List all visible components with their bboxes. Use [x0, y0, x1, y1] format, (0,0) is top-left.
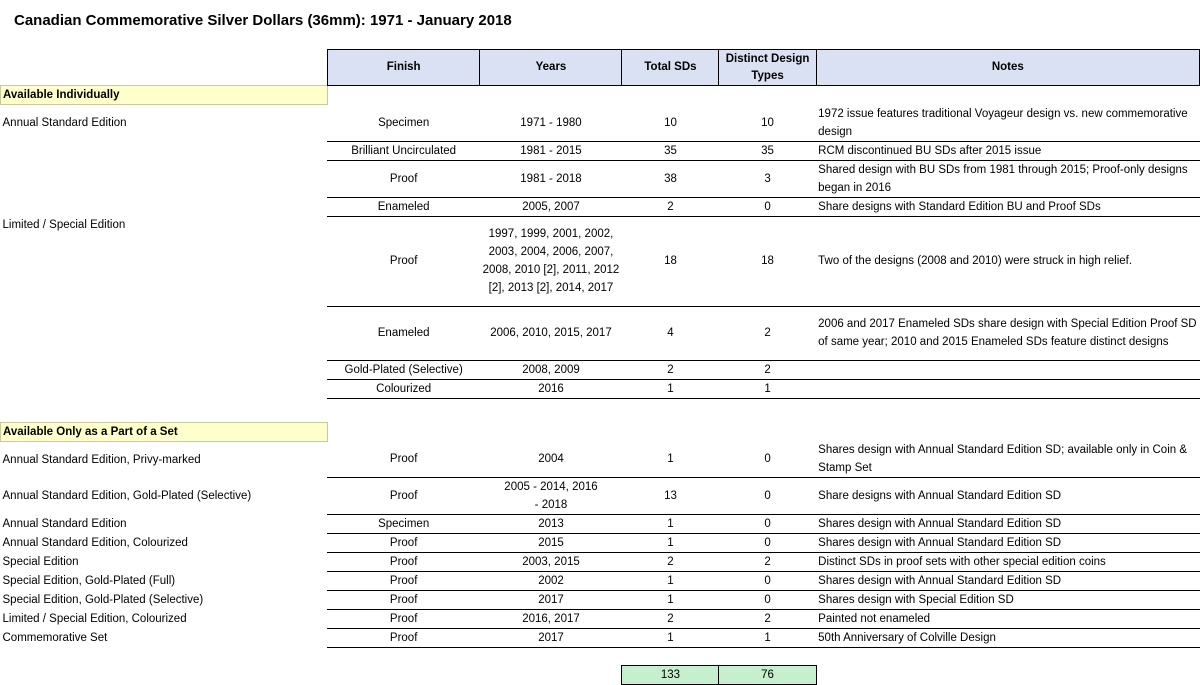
notes-cell[interactable] [816, 360, 1199, 379]
total-sds-cell[interactable]: 2 [622, 553, 719, 572]
empty-cell [480, 666, 622, 685]
total-sds-cell[interactable]: 1 [622, 534, 719, 553]
empty-cell [480, 86, 622, 105]
years-value: 2016 [538, 382, 564, 395]
empty-cell [327, 86, 480, 105]
header-spacer [1, 50, 328, 86]
years-value: 2003, 2015 [522, 556, 580, 568]
empty-cell [622, 398, 719, 422]
category-label [1, 141, 328, 160]
category-label: Annual Standard Edition [2, 117, 127, 129]
years-value: 2006, 2010, 2015, 2017 [490, 327, 612, 339]
notes-cell[interactable]: Shares design with Annual Standard Edition SD [816, 515, 1199, 534]
finish-cell[interactable]: Enameled [327, 197, 480, 216]
category-label [1, 306, 328, 360]
category-label: Special Edition, Gold-Plated (Selective) [2, 594, 204, 606]
distinct-design-types-cell[interactable]: 1 [719, 379, 816, 398]
years-cell[interactable] [480, 629, 622, 648]
years-value: 1981 - 2015 [520, 144, 582, 157]
table-row [1, 478, 1200, 515]
empty-cell [1, 398, 328, 422]
years-value: 2005 - 2014, 2016 - 2018 [504, 481, 598, 511]
finish-cell[interactable]: Gold-Plated (Selective) [327, 360, 480, 379]
distinct-design-types-cell[interactable]: 10 [719, 105, 816, 142]
empty-cell [327, 422, 480, 441]
table-row [1, 441, 1200, 478]
empty-cell [719, 398, 816, 422]
distinct-design-types-cell[interactable]: 0 [719, 572, 816, 591]
total-sds-cell[interactable]: 10 [622, 105, 719, 142]
empty-cell [480, 398, 622, 422]
notes-cell[interactable]: Shares design with Special Edition SD [816, 591, 1199, 610]
table-row [1, 379, 1200, 398]
category-label: Annual Standard Edition [2, 518, 127, 530]
category-label [1, 197, 328, 216]
distinct-design-types-cell[interactable]: 0 [719, 441, 816, 478]
finish-cell[interactable]: Proof [327, 441, 480, 478]
total-sds-header[interactable]: Total SDs [622, 50, 719, 86]
finish-cell[interactable]: Brilliant Uncirculated [327, 141, 480, 160]
years-cell[interactable] [480, 216, 622, 306]
empty-cell [816, 666, 1199, 685]
total-sds-cell[interactable]: 18 [622, 216, 719, 306]
empty-cell [1, 648, 328, 666]
distinct-design-types-cell[interactable]: 2 [719, 610, 816, 629]
category-label [1, 379, 328, 398]
category-label: Special Edition, Gold-Plated (Full) [2, 575, 176, 587]
empty-cell [622, 86, 719, 105]
distinct-design-types-cell[interactable]: 18 [719, 216, 816, 306]
category-label [1, 160, 328, 197]
category-label: Annual Standard Edition, Privy-marked [2, 453, 201, 466]
empty-cell [327, 666, 480, 685]
distinct-design-types-cell[interactable]: 0 [719, 515, 816, 534]
finish-cell[interactable]: Proof [327, 534, 480, 553]
distinct-design-types-cell[interactable]: 2 [719, 306, 816, 360]
blank-row [1, 648, 1200, 666]
years-value: 2017 [538, 594, 564, 606]
empty-cell [816, 648, 1199, 666]
empty-cell [719, 422, 816, 441]
table-row [1, 591, 1200, 610]
empty-cell [816, 86, 1199, 105]
finish-cell[interactable]: Proof [327, 553, 480, 572]
notes-cell[interactable]: Shared design with BU SDs from 1981 through 2015; Proof-only designs began in 2016 [816, 160, 1199, 197]
finish-header[interactable]: Finish [327, 50, 480, 86]
years-value: 2008, 2009 [522, 363, 580, 376]
notes-cell[interactable]: Shares design with Annual Standard Edition SD; available only in Coin & Stamp Set [816, 441, 1199, 478]
years-cell[interactable] [480, 160, 622, 197]
empty-cell [719, 86, 816, 105]
notes-cell[interactable]: RCM discontinued BU SDs after 2015 issue [816, 141, 1199, 160]
category-label: Annual Standard Edition, Gold-Plated (Selective) [2, 490, 252, 502]
finish-cell[interactable]: Proof [327, 629, 480, 648]
table-row [1, 197, 1200, 216]
years-value: 2015 [538, 537, 564, 549]
empty-cell [816, 422, 1199, 441]
total-sds-cell[interactable]: 1 [622, 629, 719, 648]
finish-cell[interactable]: Proof [327, 591, 480, 610]
distinct-design-types-cell[interactable]: 0 [719, 591, 816, 610]
category-label: Commemorative Set [2, 632, 108, 644]
finish-cell[interactable]: Enameled [327, 306, 480, 360]
total-sds-cell[interactable]: 2 [622, 197, 719, 216]
years-header[interactable]: Years [480, 50, 622, 86]
table-row [1, 360, 1200, 379]
years-value: 2002 [538, 575, 564, 587]
table-row [1, 515, 1200, 534]
distinct-design-types-cell[interactable]: 3 [719, 160, 816, 197]
years-cell[interactable] [480, 553, 622, 572]
totals-row [1, 666, 1200, 685]
total-sds-cell[interactable]: 1 [622, 441, 719, 478]
years-cell[interactable] [480, 478, 622, 515]
years-value: 2004 [538, 453, 564, 465]
total-sds-cell[interactable]: 1 [622, 572, 719, 591]
table-row [1, 306, 1200, 360]
notes-cell[interactable]: Share designs with Standard Edition BU and Proof SDs [816, 197, 1199, 216]
table-row [1, 534, 1200, 553]
finish-cell[interactable]: Proof [327, 160, 480, 197]
years-value: 2016, 2017 [522, 613, 580, 625]
category-label: Limited / Special Edition [2, 219, 126, 231]
total-sds-cell[interactable]: 1 [622, 591, 719, 610]
years-cell[interactable] [480, 105, 622, 142]
years-cell[interactable] [480, 572, 622, 591]
section-heading: Available Individually [1, 86, 328, 105]
total-sds-cell[interactable]: 4 [622, 306, 719, 360]
years-cell[interactable] [480, 360, 622, 379]
notes-cell[interactable]: Two of the designs (2008 and 2010) were struck in high relief. [816, 216, 1199, 306]
total-sds-cell[interactable]: 13 [622, 478, 719, 515]
years-value: 2005, 2007 [522, 200, 580, 213]
category-label [1, 360, 328, 379]
header-row [1, 50, 1200, 86]
notes-cell[interactable]: Distinct SDs in proof sets with other special edition coins [816, 553, 1199, 572]
table-row [1, 141, 1200, 160]
years-value: 2017 [538, 632, 564, 644]
notes-header[interactable]: Notes [816, 50, 1199, 86]
years-cell[interactable] [480, 610, 622, 629]
empty-cell [816, 398, 1199, 422]
years-cell[interactable] [480, 515, 622, 534]
notes-cell[interactable]: 2006 and 2017 Enameled SDs share design with Special Edition Proof SD of same year; 2010 and 2015 Enameled SDs feature distinct designs [816, 306, 1199, 360]
distinct-design-types-cell[interactable]: 35 [719, 141, 816, 160]
finish-cell[interactable]: Proof [327, 478, 480, 515]
finish-cell[interactable]: Proof [327, 216, 480, 306]
blank-row [1, 398, 1200, 422]
table-row [1, 216, 1200, 306]
section-heading: Available Only as a Part of a Set [1, 422, 328, 441]
empty-cell [1, 666, 328, 685]
years-cell[interactable] [480, 306, 622, 360]
empty-cell [480, 648, 622, 666]
distinct-design-types-cell[interactable]: 0 [719, 534, 816, 553]
notes-cell[interactable]: Shares design with Annual Standard Edition SD [816, 572, 1199, 591]
category-label: Annual Standard Edition, Colourized [2, 537, 188, 549]
total-sds-sum[interactable]: 133 [622, 666, 719, 685]
notes-cell[interactable]: Painted not enameled [816, 610, 1199, 629]
notes-cell[interactable]: Shares design with Annual Standard Edition SD [816, 534, 1199, 553]
total-sds-cell[interactable]: 35 [622, 141, 719, 160]
distinct-design-types-sum[interactable]: 76 [719, 666, 816, 685]
category-label: Limited / Special Edition, Colourized [2, 613, 187, 625]
distinct-design-types-cell[interactable]: 0 [719, 478, 816, 515]
years-cell[interactable] [480, 197, 622, 216]
notes-cell[interactable]: Share designs with Annual Standard Edition SD [816, 478, 1199, 515]
empty-cell [480, 422, 622, 441]
notes-cell[interactable] [816, 379, 1199, 398]
notes-cell[interactable]: 50th Anniversary of Colville Design [816, 629, 1199, 648]
total-sds-cell[interactable]: 1 [622, 379, 719, 398]
years-cell[interactable] [480, 441, 622, 478]
years-value: 1981 - 2018 [520, 172, 582, 185]
years-value: 1971 - 1980 [520, 116, 582, 129]
finish-cell[interactable]: Specimen [327, 105, 480, 142]
empty-cell [622, 648, 719, 666]
sheet-title: Canadian Commemorative Silver Dollars (36mm): 1971 - January 2018 [14, 12, 512, 29]
total-sds-cell[interactable]: 2 [622, 610, 719, 629]
finish-cell[interactable]: Proof [327, 572, 480, 591]
distinct-design-types-cell[interactable]: 2 [719, 360, 816, 379]
section-heading-row [1, 422, 1200, 441]
table-row [1, 629, 1200, 648]
years-cell[interactable] [480, 141, 622, 160]
distinct-design-types-cell[interactable]: 2 [719, 553, 816, 572]
section-heading-row [1, 86, 1200, 105]
years-value: 2013 [538, 518, 564, 530]
table-row [1, 610, 1200, 629]
empty-cell [327, 398, 480, 422]
years-value: 1997, 1999, 2001, 2002, 2003, 2004, 2006, 2007, 2008, 2010 [2], 2011, 2012 [2], 2013 [2], 2014, 2017 [482, 228, 620, 294]
total-sds-cell[interactable]: 38 [622, 160, 719, 197]
years-cell[interactable] [480, 534, 622, 553]
empty-cell [327, 648, 480, 666]
finish-cell[interactable]: Specimen [327, 515, 480, 534]
table-row [1, 160, 1200, 197]
empty-cell [622, 422, 719, 441]
table-row [1, 553, 1200, 572]
table-row [1, 105, 1200, 142]
years-cell[interactable] [480, 379, 622, 398]
category-label: Special Edition [2, 556, 79, 568]
silver-dollars-table [0, 49, 1200, 685]
distinct-design-types-cell[interactable]: 0 [719, 197, 816, 216]
table-row [1, 572, 1200, 591]
years-cell[interactable] [480, 591, 622, 610]
notes-cell[interactable]: 1972 issue features traditional Voyageur design vs. new commemorative design [816, 105, 1199, 142]
empty-cell [719, 648, 816, 666]
finish-cell[interactable]: Colourized [327, 379, 480, 398]
total-sds-cell[interactable]: 2 [622, 360, 719, 379]
total-sds-cell[interactable]: 1 [622, 515, 719, 534]
distinct-design-types-header[interactable]: Distinct Design Types [719, 50, 816, 86]
finish-cell[interactable]: Proof [327, 610, 480, 629]
distinct-design-types-cell[interactable]: 1 [719, 629, 816, 648]
